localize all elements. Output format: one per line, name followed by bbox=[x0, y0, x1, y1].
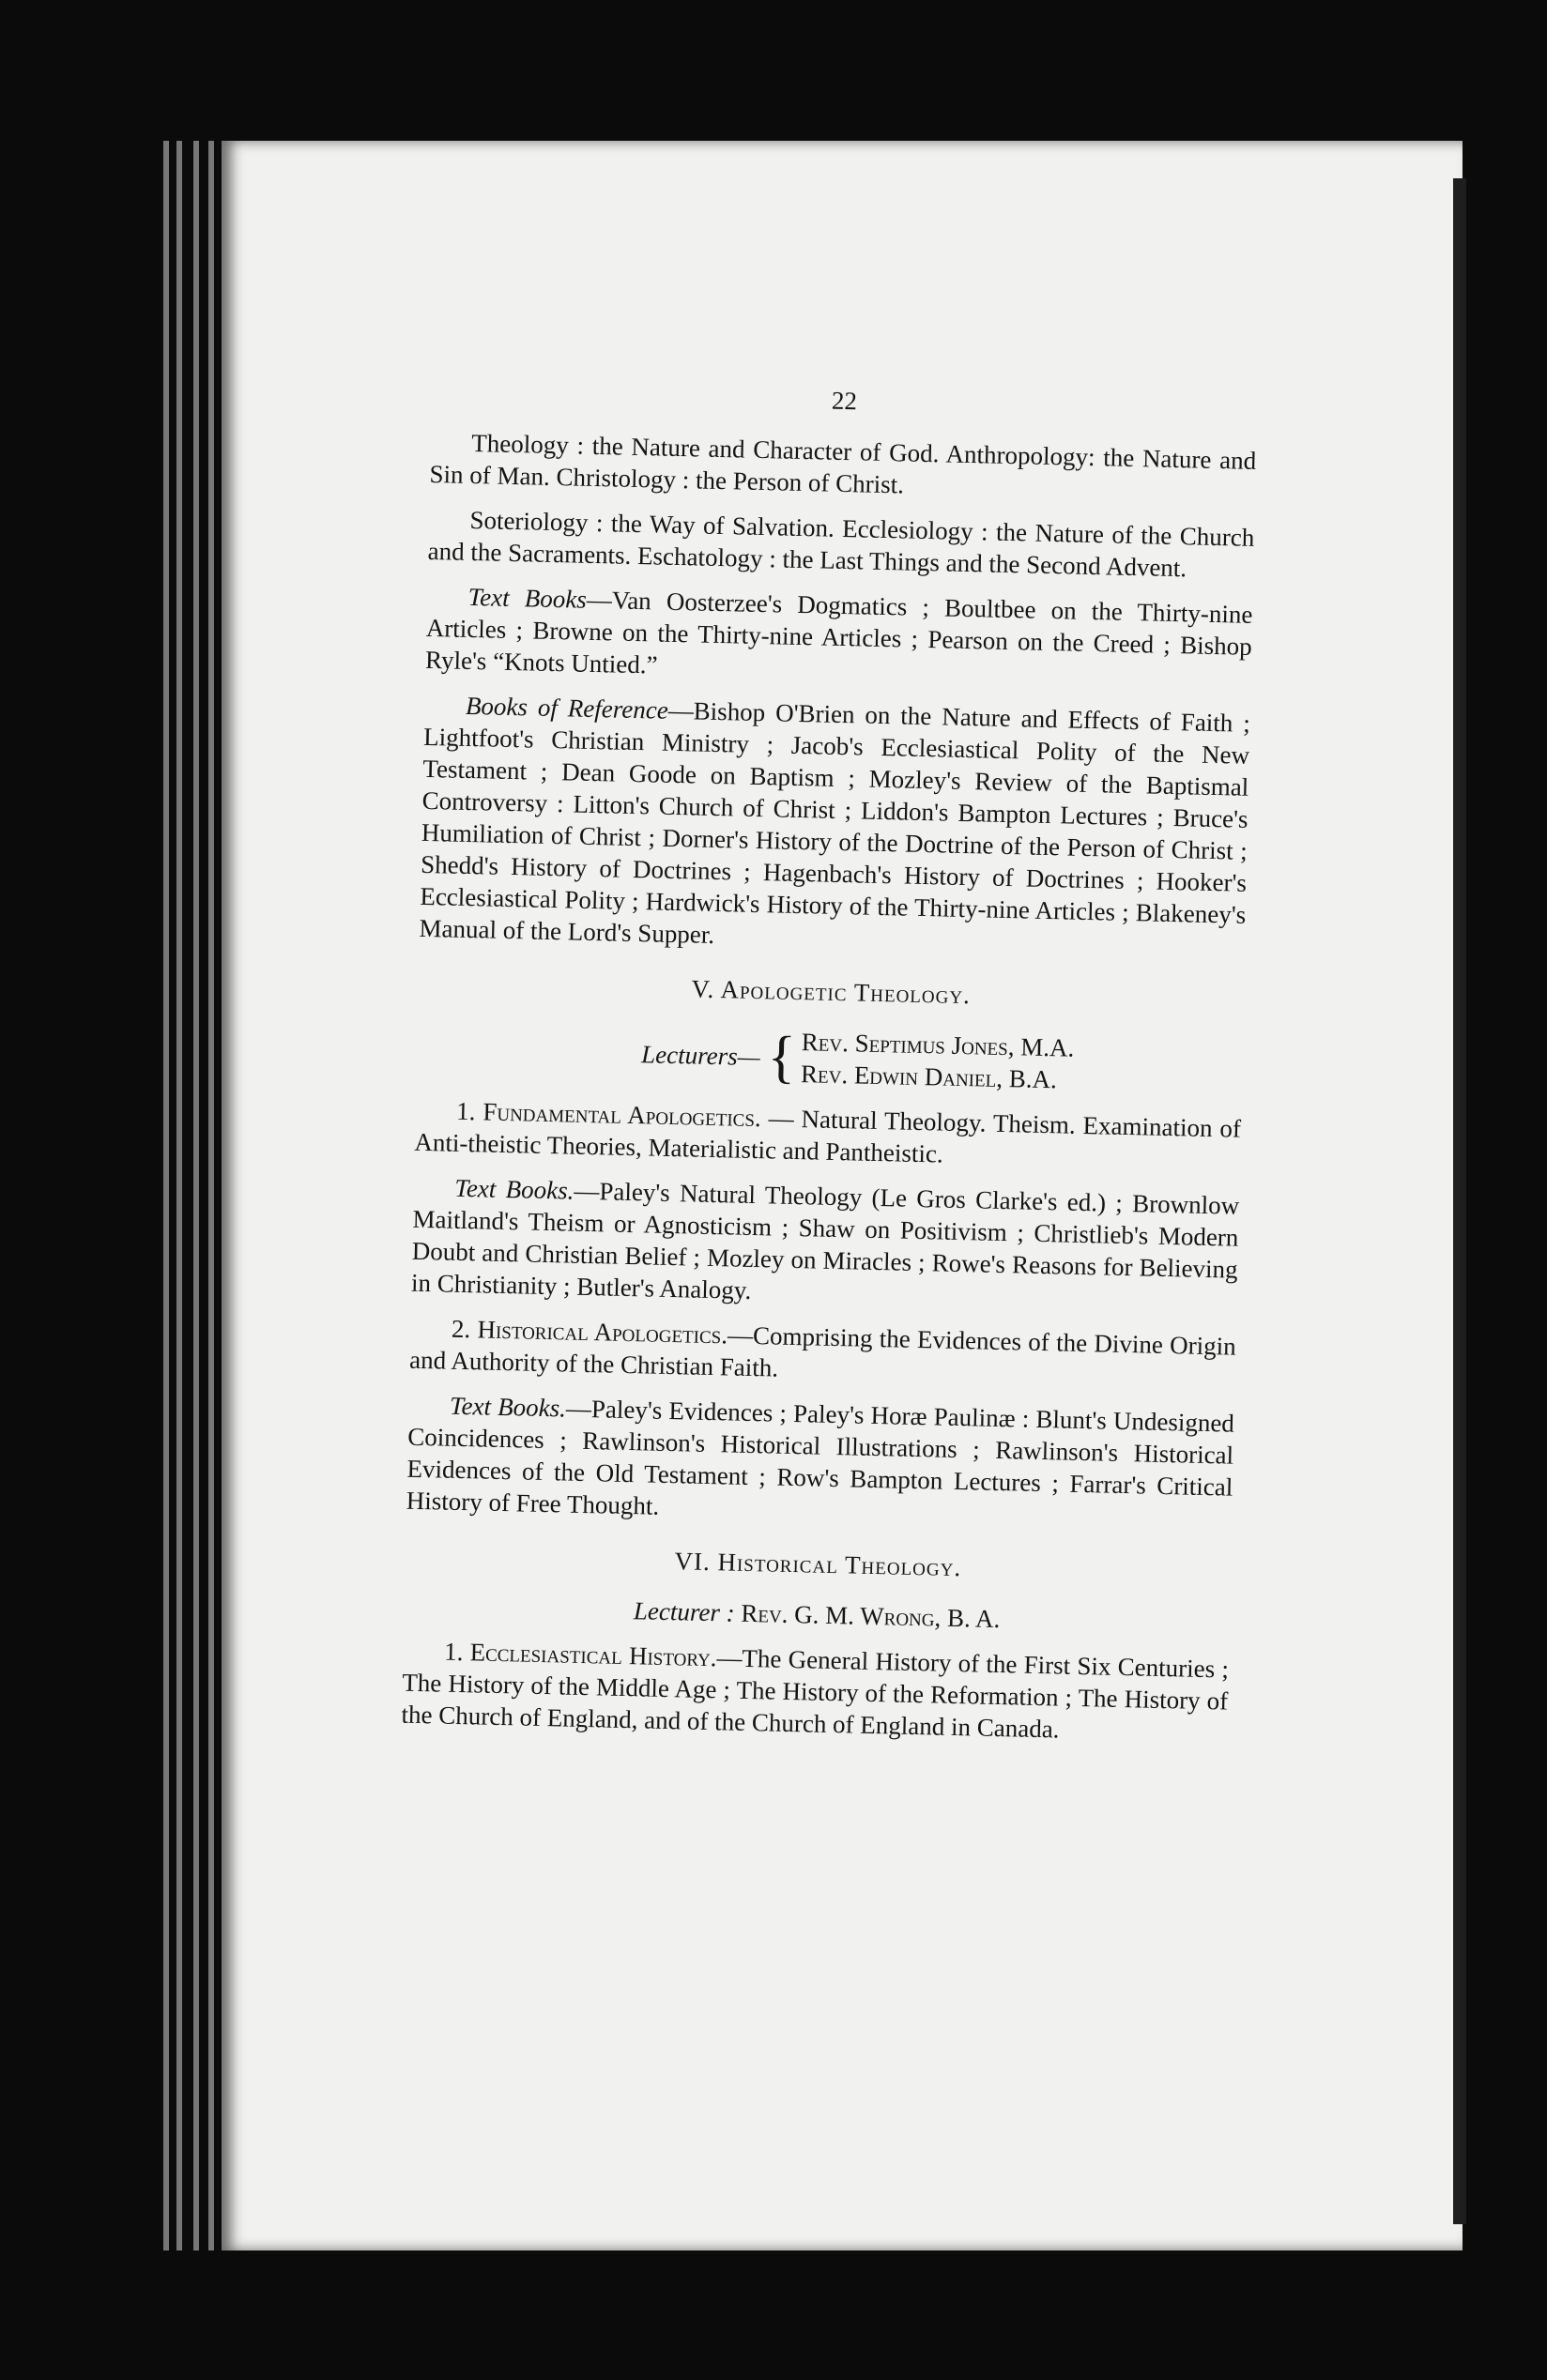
fundamental-title: 1. Fundamental Apologetics. bbox=[455, 1096, 762, 1133]
reference-text: —Bishop O'Brien on the Nature and Effects of Faith ; Lightfoot's Christian Ministry ; Jacob's Ecclesiastical Polity of the New Testament ; Dean Goode on Baptism ; Mozley's Review of the Baptismal Controversy : Litton's Church of Christ ; Liddon's Bampton Lectures ; Bruce's Humiliation of Christ ; Dorner's History of the Doctrine of the Person of Christ ; Shedd's History of Doctrines ; Hagenbach's History of Doctrines ; Hooker's Ecclesiastical Polity ; Hardwick's History of the Thirty-nine Articles ; Blakeney's Manual of the Lord's Supper. bbox=[419, 695, 1251, 949]
fundamental-paragraph bbox=[414, 1094, 1241, 1177]
page-edge bbox=[163, 141, 169, 2250]
page-number: 22 bbox=[831, 386, 858, 416]
fundamental-text: — Natural Theology. Theism. Examination of Anti-theistic Theories, Materialistic and Pantheistic. bbox=[414, 1104, 1242, 1168]
textbooks-paragraph-3 bbox=[406, 1389, 1234, 1535]
lecturer-name: Rev. Septimus Jones, M.A. bbox=[801, 1028, 1075, 1062]
reference-paragraph bbox=[419, 689, 1250, 963]
reference-label: Books of Reference bbox=[465, 691, 669, 725]
historical-paragraph bbox=[409, 1312, 1236, 1395]
lecturers-block bbox=[472, 1018, 1243, 1100]
lecturer-name: Rev. Edwin Daniel, B.A. bbox=[800, 1060, 1058, 1094]
page-edge bbox=[193, 141, 199, 2250]
textbooks-text: —Paley's Natural Theology (Le Gros Clarke's ed.) ; Brownlow Maitland's Theism or Agnosticism ; Shaw on Positivism ; Christlieb's Modern Doubt and Christian Belief ; Mozley on Miracles ; Rowe's Reasons for Believing in Christianity ; Butler's Analogy. bbox=[410, 1176, 1240, 1304]
intro-paragraph-2: Soteriology : the Way of Salvation. Ecclesiology : the Nature of the Church and the Sacraments. Eschatology : the Last Things and the Second Advent. bbox=[427, 505, 1255, 583]
intro-paragraph-1: Theology : the Nature and Character of God. Anthropology: the Nature and Sin of Man. Christology : the Person of Christ. bbox=[429, 428, 1257, 499]
textbooks-label: Text Books. bbox=[454, 1173, 574, 1205]
textbooks-text: —Van Oosterzee's Dogmatics ; Boultbee on the Thirty-nine Articles ; Browne on the Thirty-nine Articles ; Pearson on the Creed ; Bishop Ryle's “Knots Untied.” bbox=[424, 585, 1253, 679]
lecturer-name: Rev. G. M. Wrong, B. A. bbox=[741, 1598, 1001, 1634]
ecclesiastical-paragraph bbox=[401, 1635, 1229, 1749]
textbooks-label: Text Books. bbox=[449, 1391, 567, 1423]
page-edge bbox=[176, 141, 182, 2250]
section-v-heading: V. Apologetic Theology. bbox=[691, 974, 972, 1010]
ecclesiastical-text: —The General History of the First Six Centuries ; The History of the Middle Age ; The History of the Reformation ; The History of the Church of England, and of the Church of England in Canada. bbox=[401, 1643, 1230, 1744]
page-text bbox=[401, 375, 1258, 1762]
textbooks-text: —Paley's Evidences ; Paley's Horæ Paulinæ : Blunt's Undesigned Coincidences ; Rawlinson's Historical Illustrations ; Rawlinson's Historical Evidences of the Old Testament ; Row's Bampton Lectures ; Farrar's Critical History of Free Thought. bbox=[406, 1394, 1235, 1520]
lecturer-line bbox=[404, 1590, 1231, 1640]
page-edge bbox=[208, 141, 214, 2250]
lecturers-label: Lecturers— bbox=[640, 1040, 761, 1072]
brace-glyph: { bbox=[766, 1025, 797, 1090]
lecturer-names bbox=[801, 1026, 1075, 1096]
lecturer-label: Lecturer : bbox=[633, 1596, 736, 1627]
textbooks-label: Text Books bbox=[467, 582, 588, 614]
historical-text: —Comprising the Evidences of the Divine Origin and Authority of the Christian Faith. bbox=[408, 1320, 1237, 1382]
ecclesiastical-title: 1. Ecclesiastical History. bbox=[443, 1637, 717, 1672]
textbooks-paragraph-1 bbox=[425, 580, 1253, 694]
textbooks-paragraph-2 bbox=[411, 1171, 1240, 1318]
section-vi-heading: VI. Historical Theology. bbox=[674, 1547, 962, 1582]
facing-page-edge bbox=[1453, 178, 1466, 2224]
historical-title: 2. Historical Apologetics. bbox=[451, 1314, 728, 1350]
